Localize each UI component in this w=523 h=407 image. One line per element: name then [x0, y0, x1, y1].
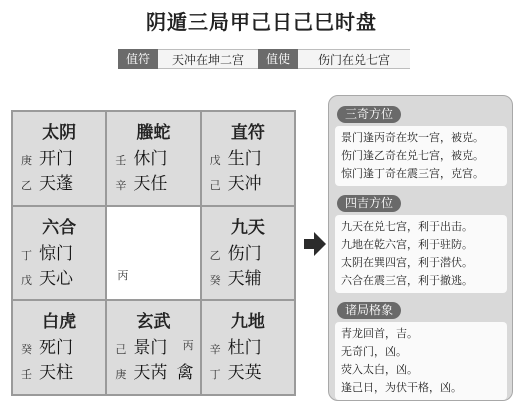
section-title: 四吉方位 — [337, 195, 401, 212]
palace-cell — [202, 301, 294, 394]
section-line: 伤门逢乙奇在兑七宫，被克。 — [341, 149, 484, 162]
stem-label: 戊 — [21, 273, 32, 287]
star-label: 天冲 — [227, 174, 262, 194]
stem-label: 庚 — [115, 368, 127, 382]
door-label: 休门 — [133, 149, 168, 169]
deity-label: 玄武 — [136, 312, 171, 333]
section-line: 逢己日，为伏干格，凶。 — [341, 381, 462, 394]
palace-cell — [107, 112, 199, 205]
section-body — [335, 215, 507, 293]
section-line: 六合在震三宫，利于撤逃。 — [341, 274, 473, 287]
deity-label: 白虎 — [42, 312, 77, 333]
stem-label: 乙 — [21, 179, 32, 192]
hidden-stem: 丙 — [182, 339, 194, 353]
center-stem: 丙 — [117, 268, 129, 282]
analysis-panel — [328, 95, 513, 401]
palace-cell — [202, 112, 294, 205]
door-label: 惊门 — [39, 243, 73, 264]
palace-cell — [107, 301, 199, 394]
palace-cell — [13, 301, 105, 394]
stem-label: 癸 — [21, 343, 32, 357]
door-label: 生门 — [227, 149, 262, 169]
star-label: 天任 — [133, 174, 168, 194]
section-line: 青龙回首，吉。 — [341, 327, 418, 340]
section-line: 九天在兑七宫，利于出击。 — [341, 220, 473, 233]
section-line: 无奇门，凶。 — [341, 345, 407, 358]
section-title: 诸局格象 — [337, 302, 401, 319]
section-title: 三奇方位 — [337, 106, 401, 123]
door-label: 死门 — [39, 338, 73, 359]
palace-cell — [13, 207, 105, 300]
deity-label: 螣蛇 — [136, 123, 171, 143]
deity-label: 太阴 — [42, 123, 77, 143]
deity-label: 九地 — [230, 312, 265, 333]
section-line: 九地在乾六宫，利于驻防。 — [341, 238, 473, 251]
palace-cell — [13, 112, 105, 205]
info-bar — [118, 49, 410, 69]
right-arrow-icon — [304, 231, 326, 257]
zhifu-value: 天冲在坤二宫 — [158, 49, 258, 69]
star-label: 天英 — [227, 363, 262, 384]
zhishi-value: 伤门在兑七宫 — [298, 49, 410, 69]
stem-label: 辛 — [115, 179, 127, 192]
star-label: 天芮 — [133, 363, 168, 384]
stem-label: 乙 — [209, 248, 221, 262]
section-line: 惊门逢丁奇在震三宫，克宫。 — [341, 167, 484, 180]
star-suffix: 禽 — [176, 363, 194, 384]
page-title: 阴遁三局甲己日己巳时盘 — [146, 10, 377, 34]
stem-label: 己 — [115, 343, 127, 357]
stem-label: 壬 — [21, 368, 32, 382]
stem-label: 癸 — [209, 273, 221, 287]
star-label: 天心 — [39, 268, 73, 289]
star-label: 天柱 — [39, 363, 73, 384]
center-palace — [107, 207, 199, 300]
stem-label: 壬 — [115, 154, 127, 167]
section-body — [335, 322, 507, 400]
star-label: 天辅 — [227, 268, 262, 289]
stem-label: 戊 — [209, 154, 221, 167]
stem-label: 庚 — [21, 154, 32, 167]
door-label: 景门 — [133, 338, 168, 359]
section-line: 景门逢丙奇在坎一宫，被克。 — [341, 131, 484, 144]
deity-label: 直符 — [230, 123, 265, 143]
zhishi-label: 值使 — [258, 49, 298, 69]
door-label: 开门 — [39, 149, 73, 169]
palace-grid — [11, 110, 296, 396]
section-body — [335, 126, 507, 186]
stem-label: 丁 — [209, 368, 221, 382]
deity-label: 九天 — [230, 217, 265, 238]
deity-label: 六合 — [42, 217, 77, 238]
stem-label: 己 — [209, 179, 221, 192]
palace-cell — [202, 207, 294, 300]
section-line: 荧入太白，凶。 — [341, 363, 418, 376]
stem-label: 辛 — [209, 343, 221, 357]
door-label: 杜门 — [227, 338, 262, 359]
stem-label: 丁 — [21, 248, 32, 262]
star-label: 天蓬 — [39, 174, 73, 194]
door-label: 伤门 — [227, 243, 262, 264]
zhifu-label: 值符 — [118, 49, 158, 69]
section-line: 太阴在巽四宫，利于潜伏。 — [341, 256, 473, 269]
